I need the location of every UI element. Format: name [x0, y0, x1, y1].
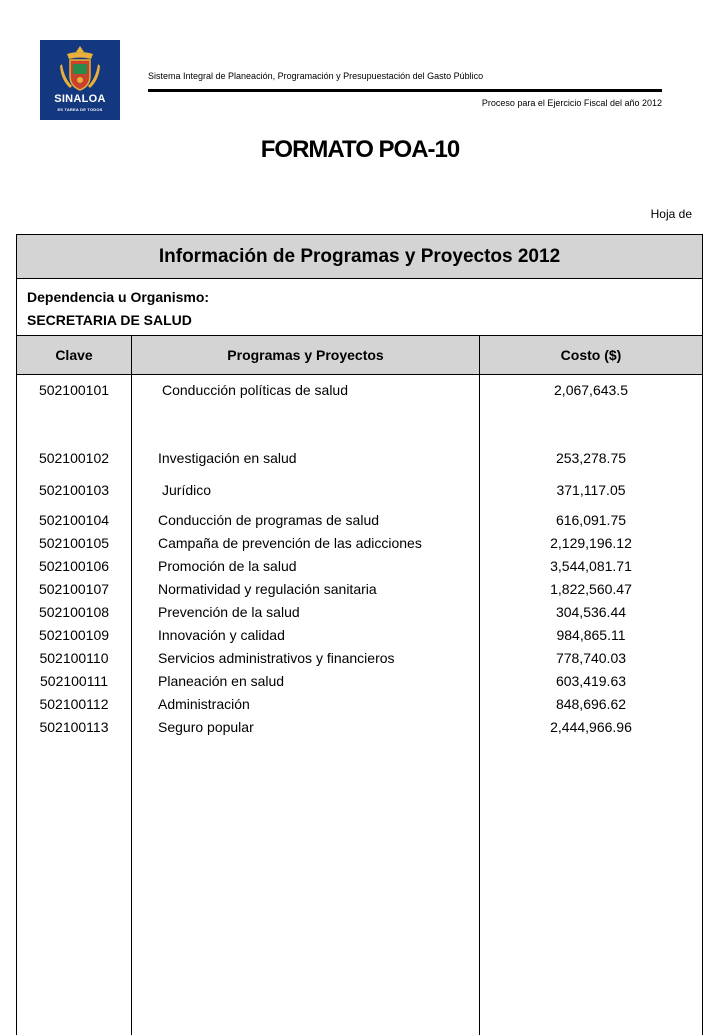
- row-programa: Seguro popular: [158, 719, 254, 735]
- table-row: [17, 717, 702, 737]
- column-header-programas: Programas y Proyectos: [227, 347, 384, 363]
- row-costo: 848,696.62: [555, 696, 627, 712]
- row-costo: 616,091.75: [555, 512, 627, 528]
- row-clave: 502100112: [39, 696, 109, 712]
- row-clave: 502100102: [38, 450, 110, 466]
- column-header-clave: Clave: [55, 347, 93, 363]
- row-programa: Investigación en salud: [158, 450, 297, 466]
- row-clave: 502100104: [38, 512, 110, 528]
- table-row: [17, 510, 702, 530]
- row-programa: Promoción de la salud: [158, 558, 297, 574]
- table-row: [17, 533, 702, 553]
- table-row: [17, 671, 702, 691]
- row-programa: Campaña de prevención de las adicciones: [158, 535, 422, 551]
- row-costo: 1,822,560.47: [550, 581, 632, 597]
- row-costo: 304,536.44: [555, 604, 627, 620]
- table-row: [17, 480, 702, 500]
- table-row: [17, 602, 702, 622]
- row-clave: 502100110: [39, 650, 109, 666]
- row-programa: Conducción políticas de salud: [162, 382, 349, 398]
- row-programa: Servicios administrativos y financieros: [158, 650, 395, 666]
- logo-name: SINALOA: [54, 93, 106, 105]
- row-costo: 2,444,966.96: [550, 719, 632, 735]
- table-row: [17, 380, 702, 400]
- process-text: Proceso para el Ejercicio Fiscal del año 2012: [481, 98, 662, 108]
- row-clave: 502100106: [38, 558, 110, 574]
- table-title: Información de Programas y Proyectos 2012: [17, 235, 702, 279]
- dependency-value: SECRETARIA DE SALUD: [27, 312, 192, 328]
- system-title: Sistema Integral de Planeación, Programación y Presupuestación del Gasto Público: [148, 71, 484, 81]
- row-clave: 502100105: [38, 535, 110, 551]
- row-costo: 253,278.75: [555, 450, 627, 466]
- row-costo: 3,544,081.71: [550, 558, 632, 574]
- sheet-label: Hoja de: [650, 207, 692, 221]
- row-clave: 502100101: [38, 382, 110, 398]
- table-row: [17, 648, 702, 668]
- row-programa: Prevención de la salud: [158, 604, 300, 620]
- header-divider: [148, 89, 662, 92]
- row-costo: 603,419.63: [555, 673, 627, 689]
- table-row: [17, 579, 702, 599]
- row-clave: 502100103: [38, 482, 110, 498]
- row-programa: Conducción de programas de salud: [158, 512, 380, 528]
- row-clave: 502100111: [40, 673, 108, 689]
- row-programa: Normatividad y regulación sanitaria: [158, 581, 377, 597]
- row-costo: 371,117.05: [556, 482, 626, 498]
- table-row: [17, 625, 702, 645]
- sinaloa-logo: [40, 40, 120, 120]
- row-costo: 2,129,196.12: [550, 535, 632, 551]
- row-clave: 502100107: [38, 581, 110, 597]
- row-programa: Planeación en salud: [158, 673, 285, 689]
- logo-tagline: ES TAREA DE TODOS: [57, 107, 103, 112]
- row-costo: 2,067,643.5: [554, 382, 628, 398]
- form-title: FORMATO POA-10: [260, 136, 460, 163]
- table-row: [17, 556, 702, 576]
- row-programa: Administración: [158, 696, 250, 712]
- programs-table: [16, 234, 703, 1035]
- table-body: [17, 235, 702, 1035]
- row-clave: 502100108: [38, 604, 110, 620]
- row-costo: 984,865.11: [556, 627, 626, 643]
- table-row: [17, 694, 702, 714]
- row-clave: 502100109: [38, 627, 110, 643]
- row-clave: 502100113: [39, 719, 109, 735]
- column-header-costo: Costo ($): [560, 347, 622, 363]
- row-costo: 778,740.03: [555, 650, 627, 666]
- dependency-label: Dependencia u Organismo:: [27, 289, 210, 305]
- row-programa: Innovación y calidad: [158, 627, 285, 643]
- row-programa: Jurídico: [162, 482, 212, 498]
- table-row: [17, 448, 702, 468]
